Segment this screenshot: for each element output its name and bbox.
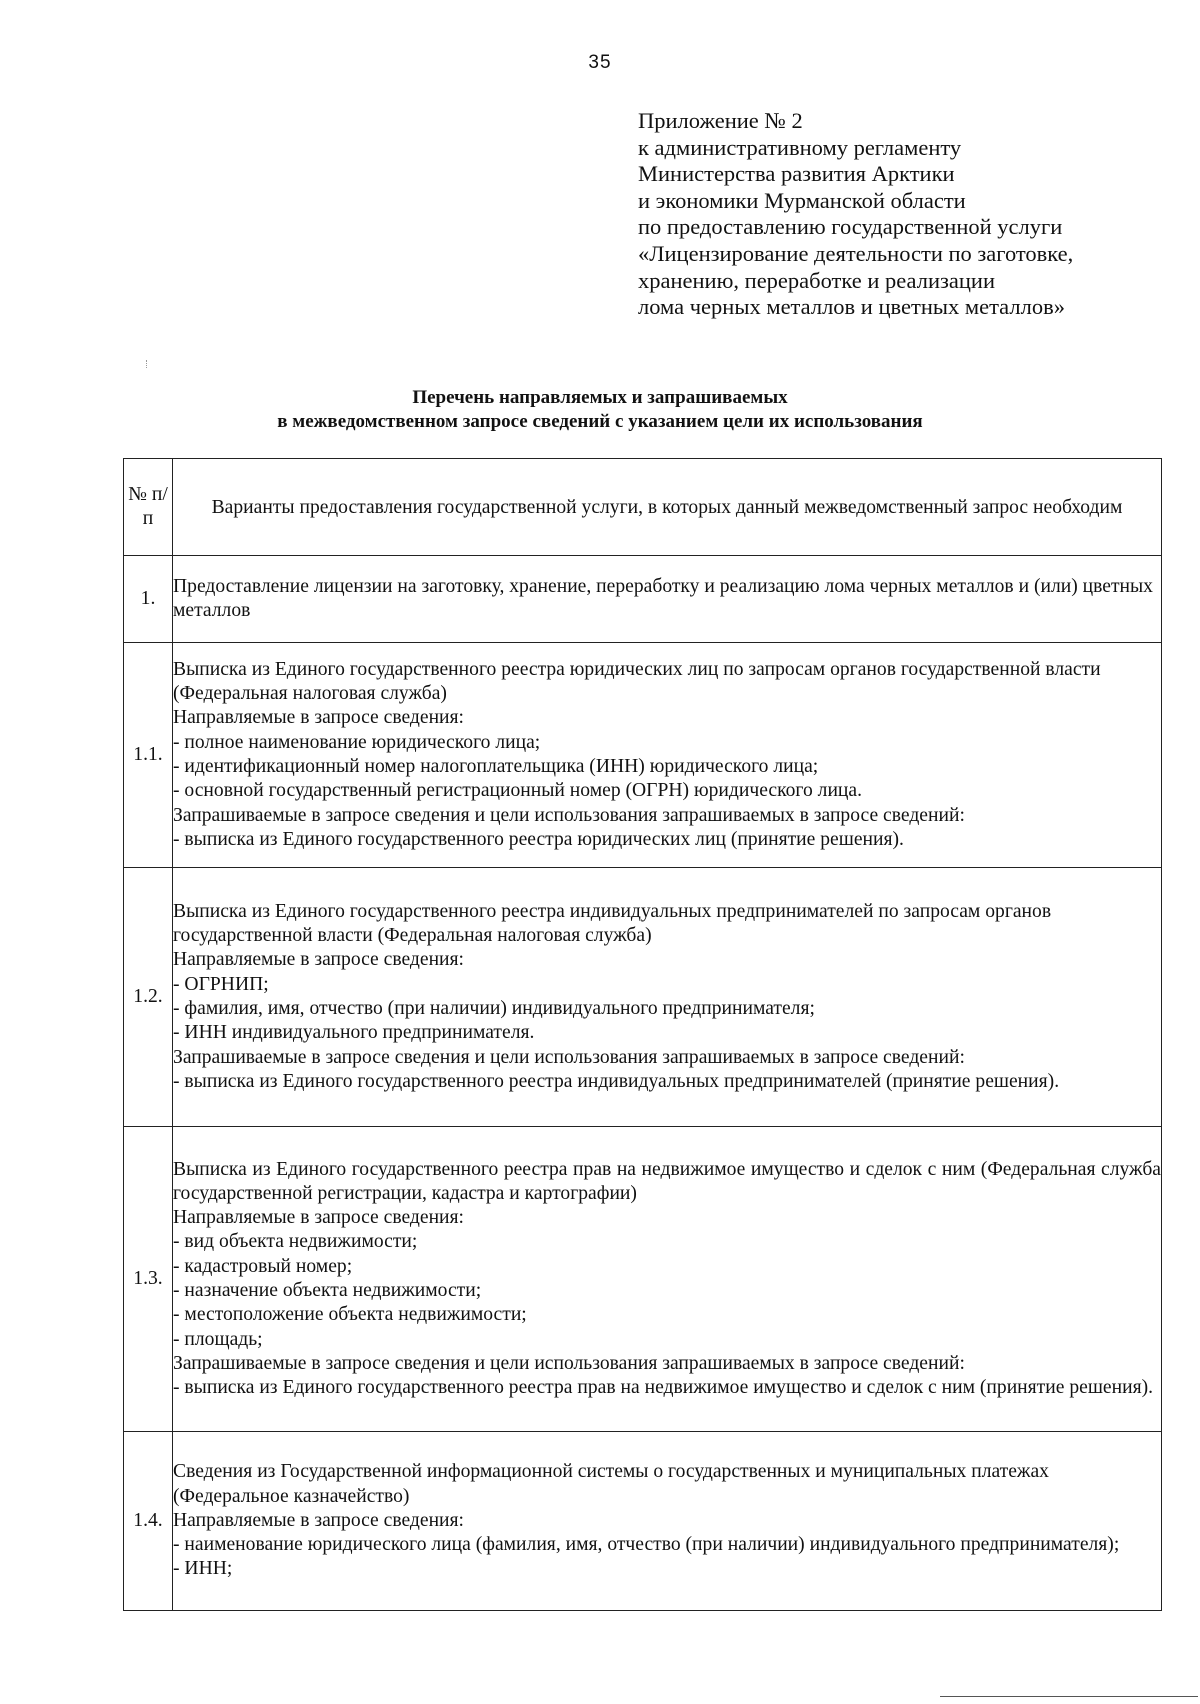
table-row bbox=[124, 868, 1162, 1127]
document-title-line: в межведомственном запросе сведений с указанием цели их использования bbox=[277, 411, 923, 432]
row-description bbox=[173, 868, 1162, 1127]
row-description bbox=[173, 1127, 1162, 1432]
row-line: - идентификационный номер налогоплательщика (ИНН) юридического лица; bbox=[173, 756, 819, 777]
row-line: - местоположение объекта недвижимости; bbox=[173, 1304, 527, 1326]
row-line: - ИНН индивидуального предпринимателя. bbox=[173, 1022, 535, 1044]
row-line: Направляемые в запросе сведения: bbox=[173, 1509, 464, 1531]
row-line: - фамилия, имя, отчество (при наличии) индивидуального предпринимателя; bbox=[173, 998, 815, 1019]
row-line: - кадастровый номер; bbox=[173, 1255, 353, 1277]
row-number: 1.3. bbox=[124, 1127, 173, 1432]
table-row bbox=[124, 1127, 1162, 1432]
requests-table bbox=[123, 458, 1162, 1611]
row-line: Направляемые в запросе сведения: bbox=[173, 949, 464, 971]
row-number: 1.4. bbox=[124, 1432, 173, 1611]
row-line: - выписка из Единого государственного реестра индивидуальных предпринимателей (принятие решения). bbox=[173, 1070, 1060, 1092]
appendix-heading bbox=[638, 108, 1178, 321]
appendix-line: «Лицензирование деятельности по заготовке, bbox=[638, 240, 1074, 266]
appendix-line: хранению, переработке и реализации bbox=[638, 267, 996, 293]
document-title bbox=[100, 386, 1100, 434]
row-number: 1.1. bbox=[124, 643, 173, 868]
appendix-line: Министерства развития Арктики bbox=[638, 161, 955, 187]
scan-artifact bbox=[146, 360, 147, 368]
row-number: 1. bbox=[124, 556, 173, 643]
row-description bbox=[173, 643, 1162, 868]
row-line: - полное наименование юридического лица; bbox=[173, 731, 541, 753]
table-row bbox=[124, 1432, 1162, 1611]
row-number: 1.2. bbox=[124, 868, 173, 1127]
table-row bbox=[124, 643, 1162, 868]
row-line: - назначение объекта недвижимости; bbox=[173, 1280, 482, 1301]
row-line: Выписка из Единого государственного реестра прав на недвижимое имущество и сделок с ним (Федеральная служба государственной регистрации, кадастра и картографии) bbox=[173, 1158, 1161, 1204]
row-description bbox=[173, 1432, 1162, 1611]
row-line: - площадь; bbox=[173, 1328, 263, 1350]
row-line: - ОГРНИП; bbox=[173, 973, 269, 995]
appendix-line: лома черных металлов и цветных металлов» bbox=[638, 294, 1065, 320]
row-line: - ИНН; bbox=[173, 1558, 233, 1580]
row-line: Запрашиваемые в запросе сведения и цели использования запрашиваемых в запросе сведений: bbox=[173, 804, 965, 826]
row-line: - выписка из Единого государственного реестра юридических лиц (принятие решения). bbox=[173, 828, 904, 850]
page-number: 35 bbox=[588, 52, 612, 73]
row-line: - выписка из Единого государственного реестра прав на недвижимое имущество и сделок с ним (принятие решения). bbox=[173, 1377, 1154, 1399]
appendix-line: Приложение № 2 bbox=[638, 108, 803, 133]
row-line: - основной государственный регистрационный номер (ОГРН) юридического лица. bbox=[173, 780, 863, 802]
row-line: Запрашиваемые в запросе сведения и цели использования запрашиваемых в запросе сведений: bbox=[173, 1352, 965, 1374]
row-line: Запрашиваемые в запросе сведения и цели использования запрашиваемых в запросе сведений: bbox=[173, 1046, 965, 1068]
header-description-cell: Варианты предоставления государственной услуги, в которых данный межведомственный запрос необходим bbox=[173, 459, 1162, 556]
row-line: Направляемые в запросе сведения: bbox=[173, 1207, 464, 1229]
row-line: - наименование юридического лица (фамилия, имя, отчество (при наличии) индивидуального предпринимателя); bbox=[173, 1534, 1120, 1556]
row-description bbox=[173, 556, 1162, 643]
row-line: - вид объекта недвижимости; bbox=[173, 1231, 418, 1253]
document-title-line: Перечень направляемых и запрашиваемых bbox=[412, 387, 788, 408]
appendix-line: к административному регламенту bbox=[638, 134, 962, 160]
row-line: Выписка из Единого государственного реестра индивидуальных предпринимателей по запросам органов государственной власти (Федеральная налоговая служба) bbox=[173, 900, 1052, 947]
table-header-row bbox=[124, 459, 1162, 556]
appendix-line: и экономики Мурманской области bbox=[638, 187, 966, 213]
scan-edge-line bbox=[940, 1696, 1198, 1697]
row-line: Предоставление лицензии на заготовку, хранение, переработку и реализацию лома черных металлов и (или) цветных металлов bbox=[173, 575, 1153, 621]
header-number-cell: № п/п bbox=[124, 459, 173, 556]
row-line: Сведения из Государственной информационной системы о государственных и муниципальных платежах (Федеральное казначейство) bbox=[173, 1461, 1049, 1507]
row-line: Выписка из Единого государственного реестра юридических лиц по запросам органов государственной власти (Федеральная налоговая служба) bbox=[173, 658, 1101, 705]
table-row bbox=[124, 556, 1162, 643]
appendix-line: по предоставлению государственной услуги bbox=[638, 214, 1063, 240]
row-line: Направляемые в запросе сведения: bbox=[173, 707, 464, 729]
